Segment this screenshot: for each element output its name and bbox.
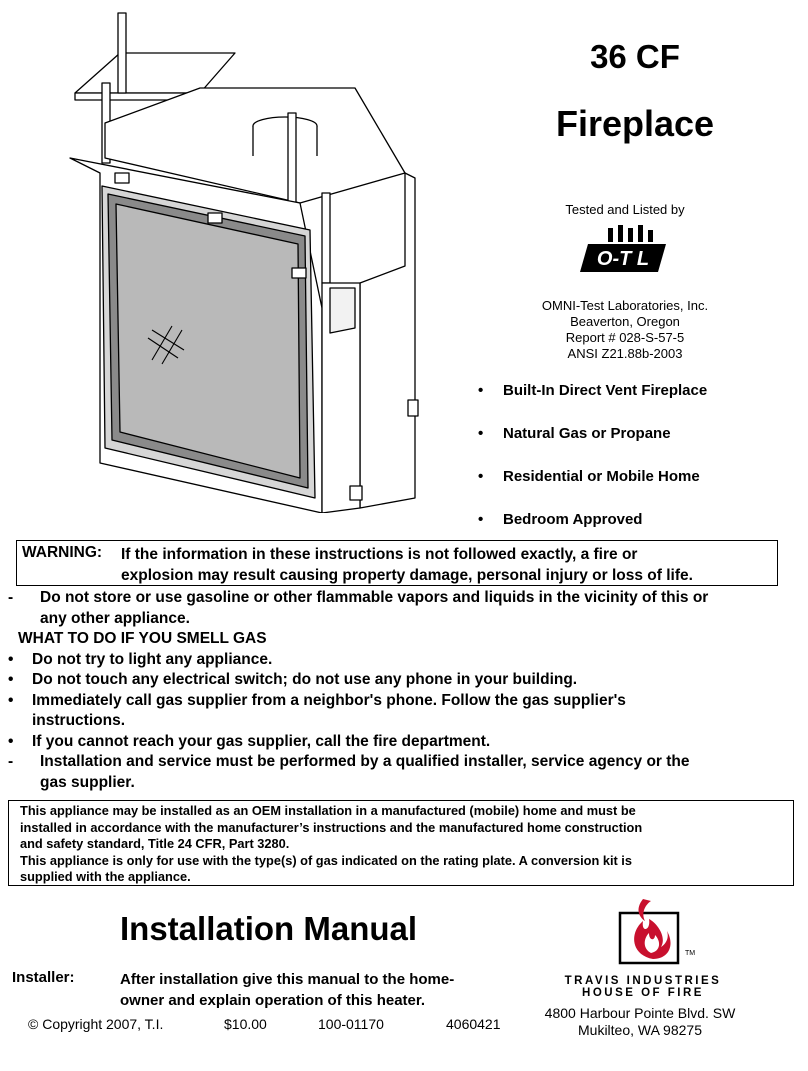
- safety-bullet-item: Immediately call gas supplier from a neighbor's phone. Follow the gas supplier's: [32, 691, 626, 709]
- standoff-left: [118, 13, 126, 93]
- feature-item: • Residential or Mobile Home: [478, 468, 700, 485]
- safety-bullet-item: Do not try to light any appliance.: [32, 650, 273, 668]
- otl-logo-text: O-T L: [596, 248, 650, 270]
- safety-instructions: - Do not store or use gasoline or other flammable vapors and liquids in the vicinity of this or any other appliance. WHAT TO DO IF YOU SMELL GAS • Do not try to light any appliance. • Do not touch any electrical switch; do not use any phone in your building. • Immediately call gas supplier from a neighbor's phone. Follow the gas supplier's instructions. • If you cannot reach your gas supplier, call the fire department. - Installation and service must be performed by a qualified installer, service agency or the gas supplier.: [8, 589, 709, 791]
- tested-listed-label: Tested and Listed by: [565, 202, 685, 217]
- warning-text: If the information in these instructions is not followed exactly, a fire or explosion may result causing property damage, personal injury or loss of life.: [121, 546, 693, 584]
- price: $10.00: [224, 1016, 267, 1032]
- part-number: 100-01170: [318, 1016, 384, 1032]
- safety-dash-item: Do not store or use gasoline or other flammable vapors and liquids in the vicinity of this or: [40, 589, 709, 606]
- feature-list: [478, 382, 798, 554]
- flame-logo-icon: [605, 893, 705, 971]
- company-name: TRAVIS INDUSTRIES HOUSE OF FIRE: [564, 975, 722, 999]
- installer-label: Installer:: [12, 969, 75, 986]
- glass-panel: [116, 204, 300, 478]
- feature-item: • Natural Gas or Propane: [478, 425, 671, 442]
- feature-item: • Bedroom Approved: [478, 511, 643, 528]
- lab-city: Beaverton, Oregon: [570, 314, 680, 329]
- fireplace-illustration: [60, 8, 430, 513]
- top-flange: [75, 53, 235, 93]
- footer-info: [28, 1016, 501, 1032]
- product-title-name: Fireplace: [555, 103, 715, 144]
- feature-item: • Built-In Direct Vent Fireplace: [478, 382, 708, 399]
- company-address: 4800 Harbour Pointe Blvd. SW Mukilteo, WA 98275: [544, 1005, 736, 1038]
- safety-bullet-item: Do not touch any electrical switch; do not use any phone in your building.: [32, 671, 578, 688]
- lab-info: [520, 298, 730, 362]
- oem-notice-text: This appliance may be installed as an OEM installation in a manufactured (mobile) home and must be installed in accordance with the manufacturer’s instructions and the manufactured home construction and safety standard, Title 24 CFR, Part 3280. This appliance is only for use with the type(s) of gas indicated on the rating plate. A conversion kit is supplied with the appliance.: [20, 803, 643, 884]
- trademark-mark: TM: [685, 950, 696, 957]
- lab-name: OMNI-Test Laboratories, Inc.: [541, 298, 709, 313]
- warning-label: WARNING:: [22, 544, 103, 561]
- safety-dash-item: Installation and service must be performed by a qualified installer, service agency or the: [40, 753, 690, 770]
- product-title-model: 36 CF: [590, 38, 680, 75]
- otl-logo: [578, 222, 670, 284]
- copyright: © Copyright 2007, T.I.: [28, 1016, 164, 1032]
- side-panel: [360, 173, 415, 508]
- installer-note: After installation give this manual to the home- owner and explain operation of this heater.: [120, 971, 455, 1009]
- safety-bullet-item: If you cannot reach your gas supplier, call the fire department.: [32, 732, 491, 750]
- report-number: Report # 028-S-57-5: [565, 330, 685, 345]
- ansi-standard: ANSI Z21.88b-2003: [567, 346, 683, 361]
- smell-gas-heading: WHAT TO DO IF YOU SMELL GAS: [18, 630, 267, 647]
- manual-title: Installation Manual: [120, 910, 418, 947]
- doc-code: 4060421: [446, 1016, 501, 1032]
